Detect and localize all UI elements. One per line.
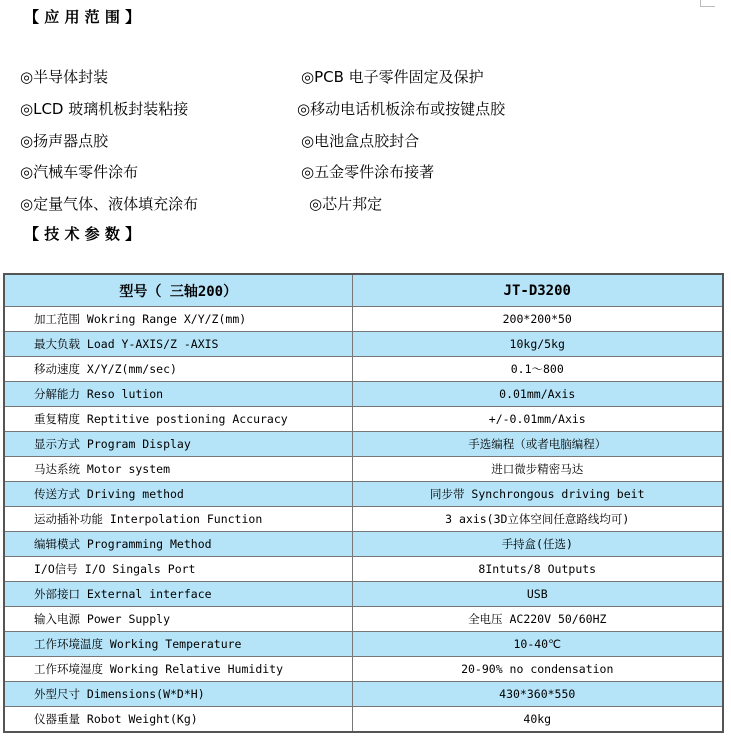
spec-row	[4, 432, 723, 457]
model-label-cell: 型号（ 三轴200）	[4, 274, 352, 307]
model-value-cell: JT-D3200	[352, 274, 723, 307]
spec-label-cell: I/O信号 I/O Singals Port	[4, 557, 352, 582]
application-item: ◎LCD 玻璃机板封装粘接	[20, 100, 189, 118]
application-item: ◎芯片邦定	[309, 195, 383, 213]
spec-row	[4, 657, 723, 682]
spec-value-cell: 0.1～800	[352, 357, 723, 382]
applications-section-title: 【 应 用 范 围 】	[24, 8, 141, 26]
spec-row	[4, 457, 723, 482]
spec-label-cell: 工作环境温度 Working Temperature	[4, 632, 352, 657]
application-item: ◎半导体封装	[20, 68, 109, 86]
spec-value-cell: 10-40℃	[352, 632, 723, 657]
spec-row	[4, 332, 723, 357]
spec-row	[4, 307, 723, 332]
spec-value-cell: +/-0.01mm/Axis	[352, 407, 723, 432]
spec-value-cell: 8Intuts/8 Outputs	[352, 557, 723, 582]
spec-value-cell: 10kg/5kg	[352, 332, 723, 357]
spec-label-cell: 加工范围 Wokring Range X/Y/Z(mm)	[4, 307, 352, 332]
spec-row	[4, 557, 723, 582]
spec-value-cell: 3 axis(3D立体空间任意路线均可)	[352, 507, 723, 532]
spec-label-cell: 编辑模式 Programming Method	[4, 532, 352, 557]
spec-row	[4, 382, 723, 407]
specs-table	[3, 273, 724, 733]
spec-label-cell: 分解能力 Reso lution	[4, 382, 352, 407]
spec-label-cell: 传送方式 Driving method	[4, 482, 352, 507]
spec-row	[4, 682, 723, 707]
spec-row	[4, 582, 723, 607]
spec-label-cell: 马达系统 Motor system	[4, 457, 352, 482]
spec-row	[4, 482, 723, 507]
spec-label-cell: 显示方式 Program Display	[4, 432, 352, 457]
spec-row	[4, 632, 723, 657]
spec-label-cell: 运动插补功能 Interpolation Function	[4, 507, 352, 532]
corner-crop-mark	[700, 0, 715, 7]
spec-row	[4, 607, 723, 632]
application-item: ◎定量气体、液体填充涂布	[20, 195, 199, 213]
spec-value-cell: 0.01mm/Axis	[352, 382, 723, 407]
application-item: ◎汽械车零件涂布	[20, 163, 139, 181]
spec-value-cell: 200*200*50	[352, 307, 723, 332]
spec-label-cell: 移动速度 X/Y/Z(mm/sec)	[4, 357, 352, 382]
spec-label-cell: 工作环境湿度 Working Relative Humidity	[4, 657, 352, 682]
application-item: ◎电池盒点胶封合	[301, 132, 420, 150]
spec-value-cell: USB	[352, 582, 723, 607]
spec-value-cell: 430*360*550	[352, 682, 723, 707]
application-item: ◎PCB 电子零件固定及保护	[301, 68, 484, 86]
spec-label-cell: 输入电源 Power Supply	[4, 607, 352, 632]
spec-value-cell: 进口微步精密马达	[352, 457, 723, 482]
application-item: ◎扬声器点胶	[20, 132, 109, 150]
spec-value-cell: 同步带 Synchrongous driving beit	[352, 482, 723, 507]
spec-row	[4, 707, 723, 733]
specs-header-row	[4, 274, 723, 307]
spec-value-cell: 手选编程（或者电脑编程）	[352, 432, 723, 457]
spec-row	[4, 532, 723, 557]
spec-row	[4, 357, 723, 382]
spec-label-cell: 最大负载 Load Y-AXIS/Z -AXIS	[4, 332, 352, 357]
spec-row	[4, 407, 723, 432]
spec-label-cell: 仪器重量 Robot Weight(Kg)	[4, 707, 352, 733]
spec-value-cell: 40kg	[352, 707, 723, 733]
spec-label-cell: 重复精度 Reptitive postioning Accuracy	[4, 407, 352, 432]
spec-value-cell: 20-90% no condensation	[352, 657, 723, 682]
application-item: ◎五金零件涂布接著	[301, 163, 435, 181]
application-item: ◎移动电话机板涂布或按键点胶	[297, 100, 506, 118]
spec-label-cell: 外部接口 External interface	[4, 582, 352, 607]
tech-specs-section-title: 【 技 术 参 数 】	[24, 225, 141, 243]
spec-value-cell: 全电压 AC220V 50/60HZ	[352, 607, 723, 632]
spec-value-cell: 手持盒(任选)	[352, 532, 723, 557]
spec-row	[4, 507, 723, 532]
spec-label-cell: 外型尺寸 Dimensions(W*D*H)	[4, 682, 352, 707]
